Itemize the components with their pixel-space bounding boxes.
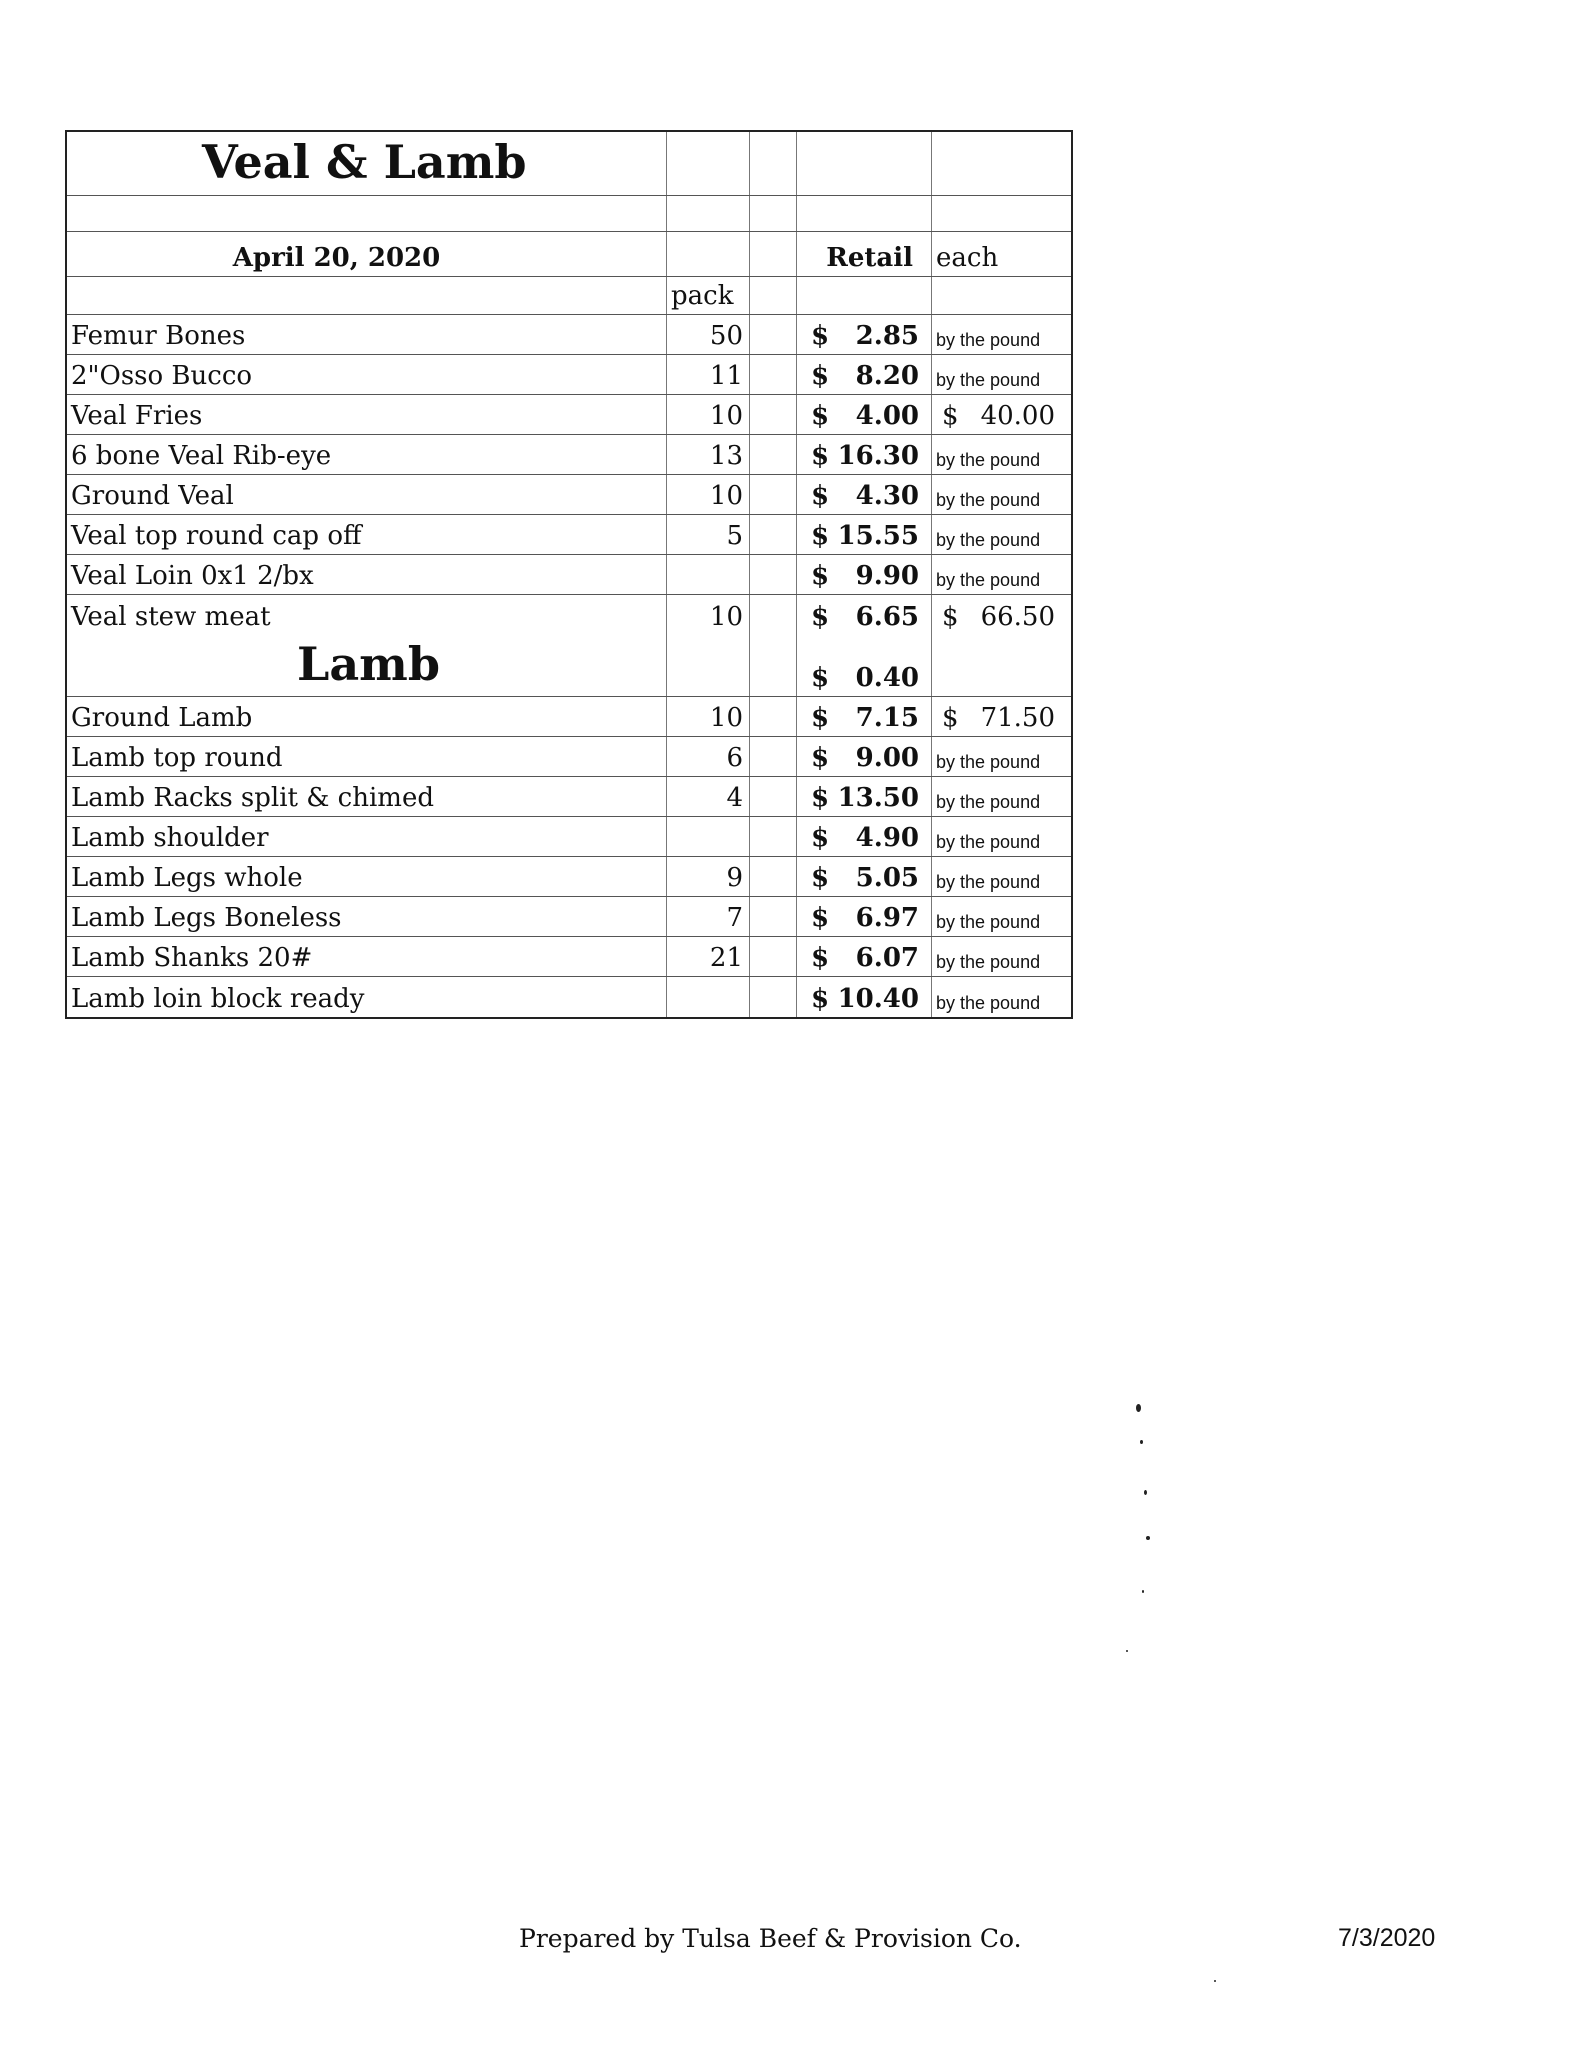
- dollar-sign: $: [811, 984, 830, 1014]
- each-column-header: each: [936, 243, 999, 273]
- dollar-sign: $: [811, 863, 830, 893]
- retail-value: 9.00: [855, 743, 919, 773]
- each-price: [932, 595, 1069, 635]
- scan-speck: [1214, 1980, 1216, 1982]
- dollar-sign: $: [811, 321, 830, 351]
- item-name: Lamb Shanks 20#: [67, 937, 667, 976]
- retail-value: 10.40: [837, 984, 919, 1014]
- item-name: Femur Bones: [67, 315, 667, 354]
- item-name: Lamb loin block ready: [67, 977, 667, 1017]
- table-row: [67, 697, 1071, 737]
- pack-count: 50: [667, 315, 750, 354]
- price-sheet-table: [65, 130, 1073, 1019]
- pack-count: 4: [667, 777, 750, 816]
- dollar-sign: $: [942, 602, 959, 632]
- table-row: [67, 435, 1071, 475]
- table-row: [67, 737, 1071, 777]
- pack-count: [667, 817, 750, 856]
- veal-items: [67, 315, 1071, 635]
- item-name: Veal stew meat: [67, 595, 667, 635]
- each-value: 66.50: [980, 602, 1055, 632]
- scan-speck: [1142, 1590, 1144, 1593]
- lamb-items: [67, 697, 1071, 1017]
- scan-speck: [1140, 1440, 1143, 1444]
- sheet-title: Veal & Lamb: [67, 132, 667, 195]
- pack-count: 21: [667, 937, 750, 976]
- item-name: Veal Fries: [67, 395, 667, 434]
- retail-price: [797, 697, 932, 736]
- retail-value: 6.97: [855, 903, 919, 933]
- dollar-sign: $: [811, 521, 830, 551]
- retail-value: 4.90: [855, 823, 919, 853]
- table-row: [67, 857, 1071, 897]
- table-row: [67, 355, 1071, 395]
- dollar-sign: $: [942, 401, 959, 431]
- each-value: 40.00: [980, 401, 1055, 431]
- table-row: [67, 937, 1071, 977]
- each-unit: by the pound: [936, 872, 1041, 892]
- retail-value: 6.65: [855, 602, 919, 632]
- item-name: Lamb Legs whole: [67, 857, 667, 896]
- dollar-sign: $: [811, 943, 830, 973]
- each-unit: by the pound: [936, 752, 1041, 772]
- retail-value: 15.55: [837, 521, 919, 551]
- dollar-sign: $: [811, 361, 830, 391]
- retail-value: 16.30: [837, 441, 919, 471]
- lamb-section-row: [67, 635, 1071, 697]
- retail-price: [797, 355, 932, 394]
- each-price: [932, 697, 1069, 736]
- each-unit: by the pound: [936, 792, 1041, 812]
- sheet-date: April 20, 2020: [67, 232, 667, 276]
- lamb-section-title: Lamb: [67, 635, 667, 696]
- dollar-sign: $: [811, 743, 830, 773]
- each-unit: by the pound: [936, 912, 1041, 932]
- retail-price: [797, 857, 932, 896]
- title-row: [67, 132, 1071, 196]
- dollar-sign: $: [811, 441, 830, 471]
- pack-column-header: pack: [667, 277, 750, 314]
- table-row: [67, 395, 1071, 435]
- each-price: [932, 395, 1069, 434]
- table-row: [67, 555, 1071, 595]
- scan-speck: [1136, 1404, 1141, 1412]
- each-unit: by the pound: [936, 490, 1041, 510]
- item-name: Lamb Racks split & chimed: [67, 777, 667, 816]
- each-unit: by the pound: [936, 832, 1041, 852]
- retail-price: [797, 395, 932, 434]
- date-header-row: [67, 232, 1071, 277]
- retail-value: 4.30: [855, 481, 919, 511]
- each-unit: by the pound: [936, 570, 1041, 590]
- pack-count: 7: [667, 897, 750, 936]
- pack-count: 5: [667, 515, 750, 554]
- pack-count: 6: [667, 737, 750, 776]
- retail-price: [797, 977, 932, 1017]
- item-name: 6 bone Veal Rib-eye: [67, 435, 667, 474]
- dollar-sign: $: [811, 903, 830, 933]
- item-name: Veal top round cap off: [67, 515, 667, 554]
- retail-price: [797, 315, 932, 354]
- item-name: Lamb top round: [67, 737, 667, 776]
- dollar-sign: $: [811, 481, 830, 511]
- retail-price: [797, 817, 932, 856]
- retail-value: 9.90: [855, 561, 919, 591]
- spacer-row: [67, 196, 1071, 232]
- each-unit: by the pound: [936, 530, 1041, 550]
- dollar-sign: $: [942, 703, 959, 733]
- pack-count: [667, 555, 750, 594]
- each-unit: by the pound: [936, 993, 1041, 1013]
- lamb-section-price: [797, 635, 932, 696]
- pack-count: 10: [667, 475, 750, 514]
- retail-price: [797, 777, 932, 816]
- retail-price: [797, 435, 932, 474]
- retail-price: [797, 897, 932, 936]
- table-row: [67, 897, 1071, 937]
- table-row: [67, 595, 1071, 635]
- retail-value: 8.20: [855, 361, 919, 391]
- pack-count: 10: [667, 395, 750, 434]
- table-row: [67, 515, 1071, 555]
- retail-value: 2.85: [855, 321, 919, 351]
- retail-value: 4.00: [855, 401, 919, 431]
- item-name: Lamb Legs Boneless: [67, 897, 667, 936]
- dollar-sign: $: [811, 783, 830, 813]
- table-row: [67, 315, 1071, 355]
- table-row: [67, 475, 1071, 515]
- retail-price: [797, 595, 932, 635]
- pack-count: 10: [667, 697, 750, 736]
- item-name: Lamb shoulder: [67, 817, 667, 856]
- item-name: 2"Osso Bucco: [67, 355, 667, 394]
- dollar-sign: $: [811, 703, 830, 733]
- pack-count: 13: [667, 435, 750, 474]
- dollar-sign: $: [811, 401, 830, 431]
- item-name: Ground Veal: [67, 475, 667, 514]
- retail-price: [797, 737, 932, 776]
- pack-count: 10: [667, 595, 750, 635]
- scan-speck: [1146, 1536, 1150, 1540]
- each-unit: by the pound: [936, 330, 1041, 350]
- retail-price: [797, 515, 932, 554]
- retail-price: [797, 555, 932, 594]
- retail-value: 0.40: [855, 663, 919, 693]
- pack-count: 9: [667, 857, 750, 896]
- retail-value: 13.50: [837, 783, 919, 813]
- each-unit: by the pound: [936, 370, 1041, 390]
- table-row: [67, 777, 1071, 817]
- item-name: Ground Lamb: [67, 697, 667, 736]
- dollar-sign: $: [811, 823, 830, 853]
- retail-value: 7.15: [855, 703, 919, 733]
- dollar-sign: $: [811, 602, 830, 632]
- retail-column-header: Retail: [797, 232, 932, 276]
- scan-speck: [1126, 1650, 1128, 1652]
- table-row: [67, 977, 1071, 1017]
- retail-price: [797, 475, 932, 514]
- pack-count: [667, 977, 750, 1017]
- footer-date: 7/3/2020: [1338, 1924, 1436, 1952]
- dollar-sign: $: [811, 663, 830, 693]
- item-name: Veal Loin 0x1 2/bx: [67, 555, 667, 594]
- each-unit: by the pound: [936, 952, 1041, 972]
- retail-value: 6.07: [855, 943, 919, 973]
- retail-value: 5.05: [855, 863, 919, 893]
- scan-speck: [1144, 1490, 1147, 1495]
- prepared-by: Prepared by Tulsa Beef & Provision Co.: [519, 1924, 1022, 1953]
- pack-header-row: [67, 277, 1071, 315]
- each-unit: by the pound: [936, 450, 1041, 470]
- pack-count: 11: [667, 355, 750, 394]
- table-row: [67, 817, 1071, 857]
- each-value: 71.50: [980, 703, 1055, 733]
- dollar-sign: $: [811, 561, 830, 591]
- retail-price: [797, 937, 932, 976]
